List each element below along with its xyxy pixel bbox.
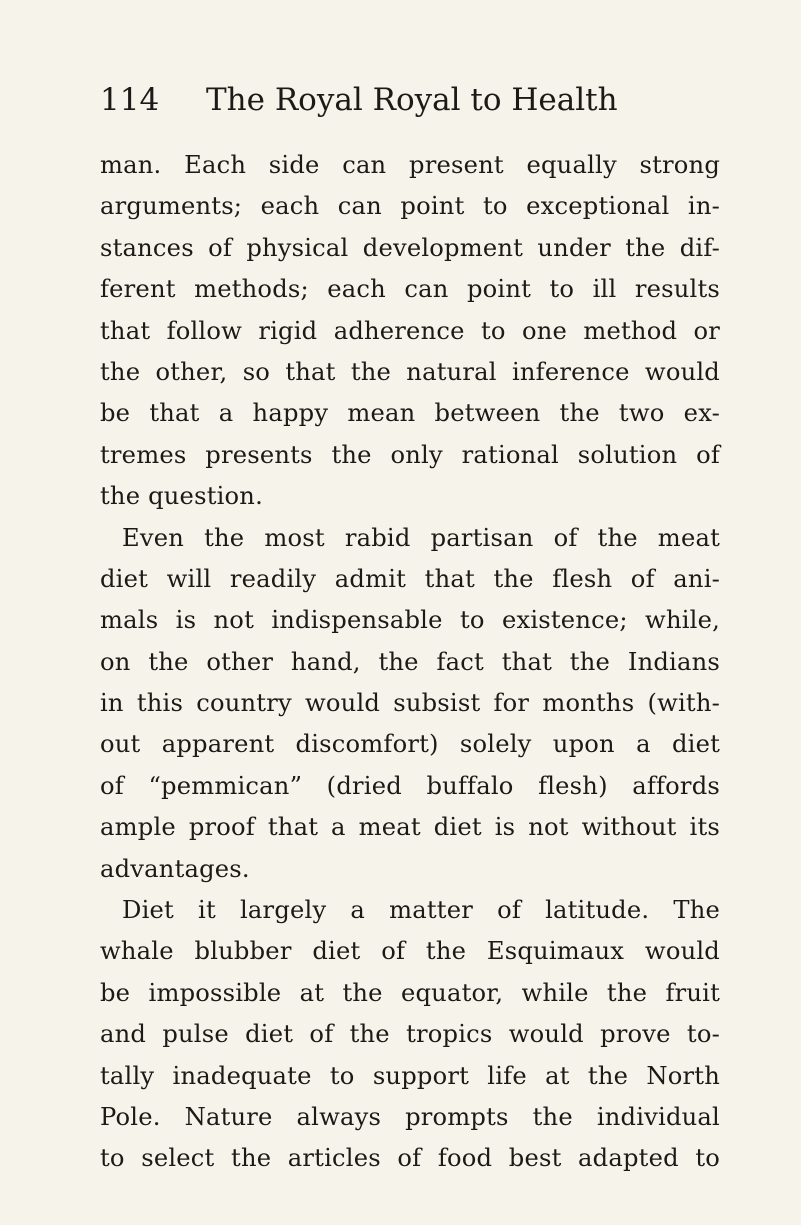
- text-line: diet will readily admit that the flesh of ani-: [100, 564, 720, 593]
- text-line: that follow rigid adherence to one method or: [100, 316, 720, 345]
- text-line: of “pemmican” (dried buffalo flesh) affords: [100, 771, 720, 800]
- running-head: The Royal Royal to Health: [206, 82, 618, 118]
- page-number: 114: [100, 82, 160, 118]
- text-line: tally inadequate to support life at the North: [100, 1061, 720, 1090]
- text-line: tremes presents the only rational solution of: [100, 440, 720, 469]
- text-line: arguments; each can point to exceptional in-: [100, 192, 720, 221]
- text-line: stances of physical development under the dif-: [100, 233, 720, 262]
- text-line: Diet it largely a matter of latitude. The: [122, 896, 720, 925]
- text-line: be impossible at the equator, while the fruit: [100, 978, 720, 1007]
- text-line: Even the most rabid partisan of the meat: [122, 523, 720, 552]
- body-text: [100, 145, 720, 1180]
- text-line: mals is not indispensable to existence; while,: [100, 606, 720, 635]
- text-line: and pulse diet of the tropics would prove to-: [100, 1020, 720, 1049]
- text-line: in this country would subsist for months (with-: [100, 689, 720, 718]
- text-line: out apparent discomfort) solely upon a diet: [100, 730, 720, 759]
- text-line: ample proof that a meat diet is not without its: [100, 813, 720, 842]
- text-line: whale blubber diet of the Esquimaux would: [100, 937, 720, 966]
- text-line: advantages.: [100, 854, 250, 883]
- text-line: the other, so that the natural inference would: [100, 357, 720, 386]
- text-line: the question.: [100, 482, 263, 511]
- page-header: [100, 80, 720, 130]
- text-line: ferent methods; each can point to ill results: [100, 275, 720, 304]
- text-line: Pole. Nature always prompts the individual: [100, 1102, 720, 1131]
- text-line: be that a happy mean between the two ex-: [100, 399, 720, 428]
- text-line: on the other hand, the fact that the Indians: [100, 647, 720, 676]
- text-line: to select the articles of food best adapted to: [100, 1144, 720, 1173]
- text-line: man. Each side can present equally strong: [100, 151, 720, 179]
